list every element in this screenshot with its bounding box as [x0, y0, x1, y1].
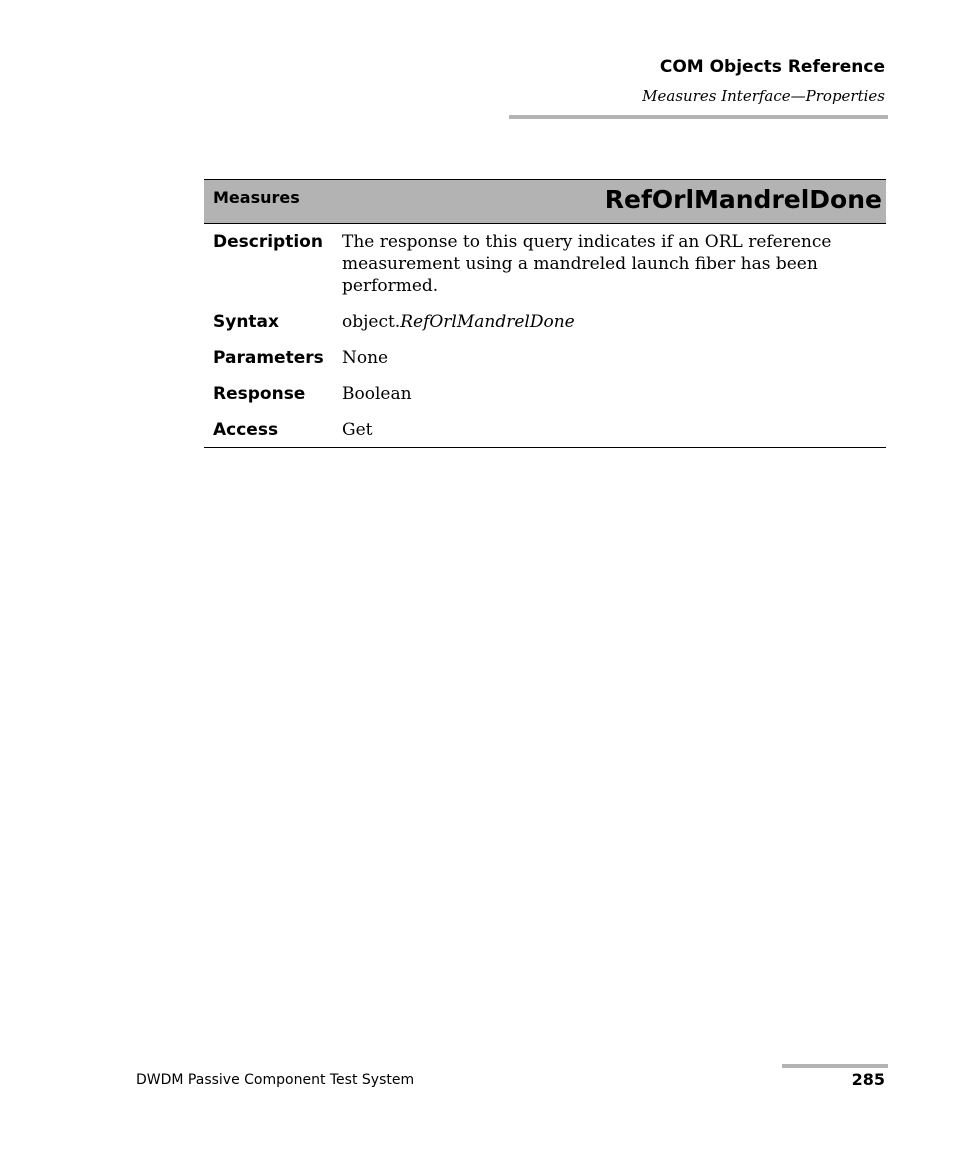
- row-label: Parameters: [213, 348, 324, 368]
- property-reference-table: [204, 179, 886, 448]
- table-row-response: [204, 383, 886, 405]
- footer-rule: [782, 1064, 888, 1068]
- row-value: None: [342, 348, 389, 368]
- header-title: COM Objects Reference: [659, 57, 885, 77]
- header-subtitle: Measures Interface—Properties: [642, 87, 885, 105]
- row-value: Get: [342, 420, 373, 440]
- table-row-parameters: [204, 347, 886, 369]
- table-row-description: [204, 231, 886, 297]
- row-value: [342, 311, 882, 333]
- table-header: [204, 180, 886, 224]
- property-name: RefOrlMandrelDone: [604, 185, 882, 214]
- row-value: The response to this query indicates if an ORL reference measurement using a mandreled launch fiber has been performed.: [342, 232, 832, 296]
- row-value: Boolean: [342, 384, 412, 404]
- page-number: 285: [851, 1070, 885, 1089]
- table-row-access: [204, 419, 886, 441]
- row-label: Access: [213, 420, 279, 440]
- row-label: Description: [213, 232, 323, 252]
- header-rule: [509, 115, 888, 119]
- row-label: Response: [213, 384, 306, 404]
- table-row-syntax: [204, 311, 886, 333]
- interface-label: Measures: [213, 188, 300, 207]
- syntax-prefix: object.: [342, 312, 401, 332]
- row-label: Syntax: [213, 312, 279, 332]
- syntax-property: RefOrlMandrelDone: [400, 312, 575, 332]
- footer-product-name: DWDM Passive Component Test System: [136, 1072, 415, 1088]
- table-body: [204, 224, 886, 447]
